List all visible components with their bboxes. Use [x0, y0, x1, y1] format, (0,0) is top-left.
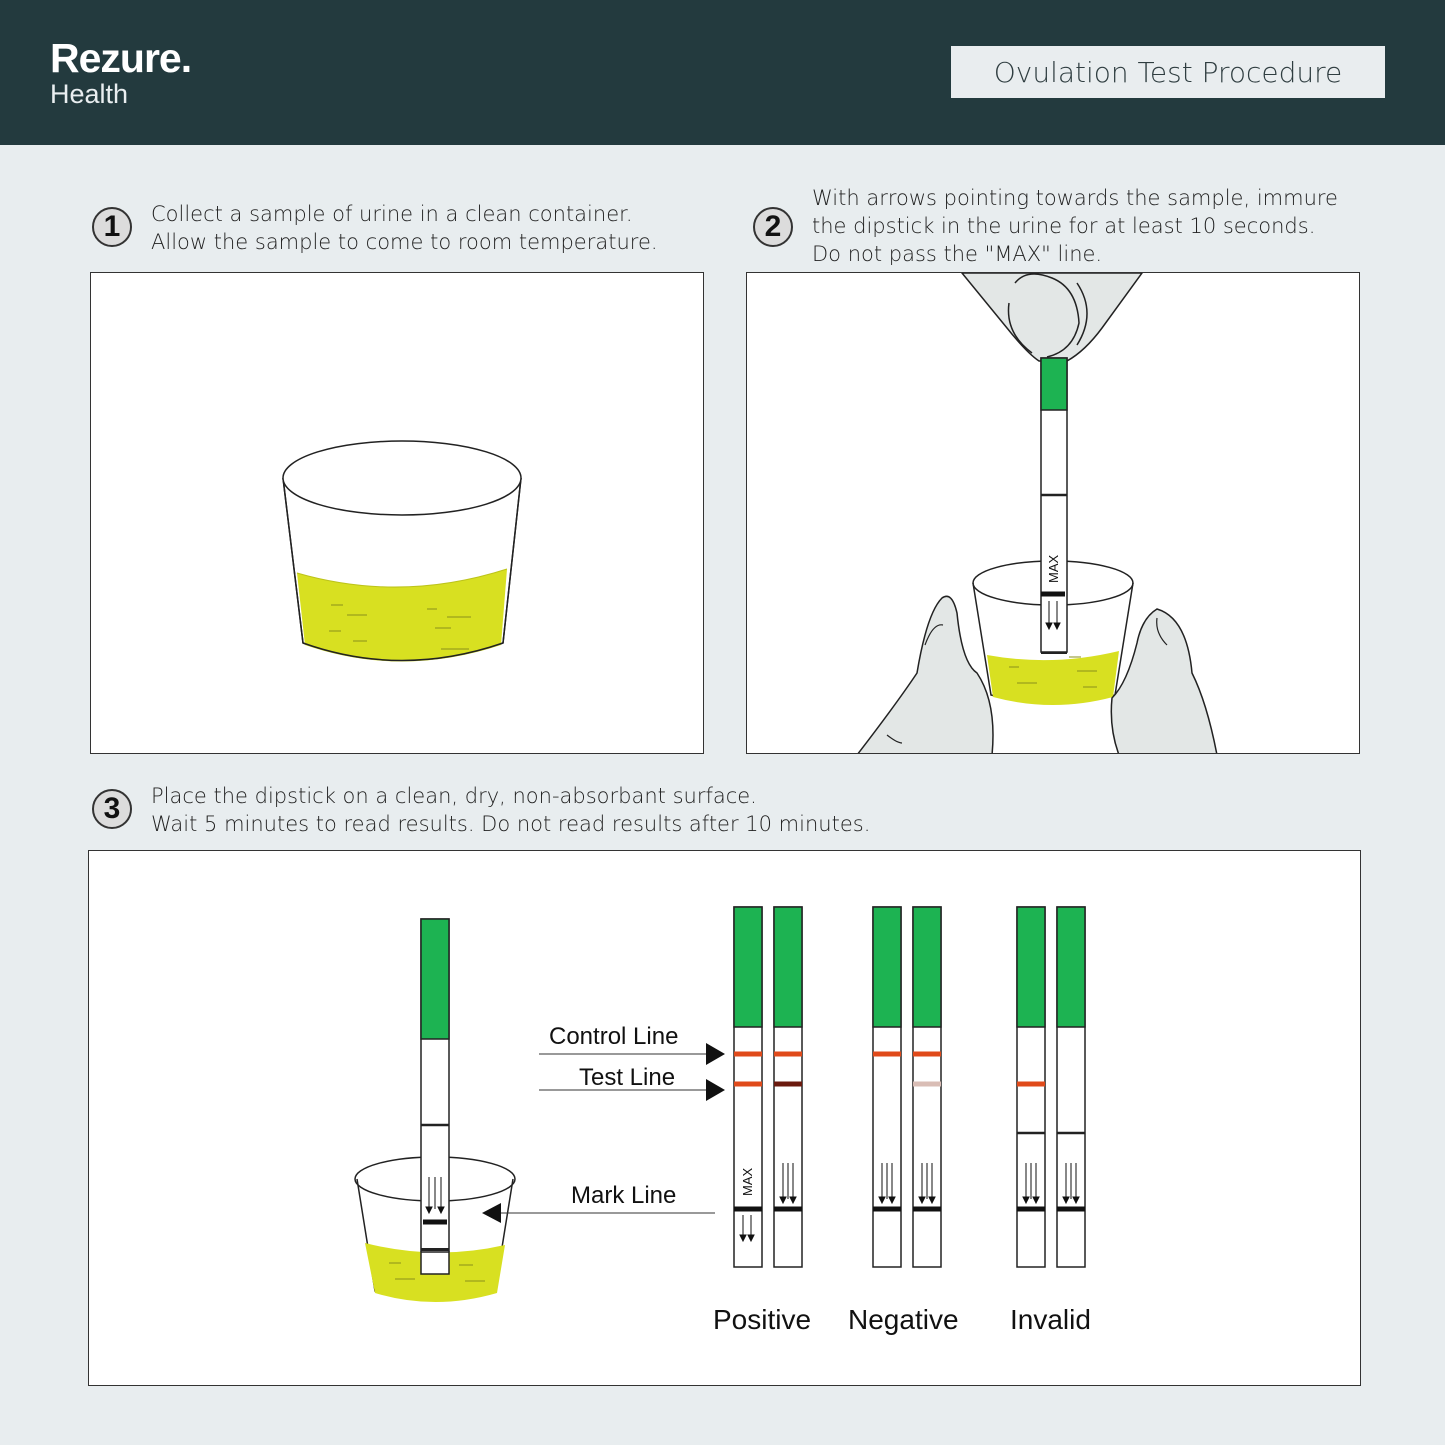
- strip-positive-2: [774, 907, 802, 1267]
- step-3-text: [151, 782, 870, 838]
- control-arrow: [706, 1043, 725, 1065]
- step-3-line-2: Wait 5 minutes to read results. Do not read results after 10 minutes.: [151, 812, 871, 836]
- brand-subtitle: Health: [50, 79, 129, 109]
- right-glove-hand: [1111, 609, 1217, 754]
- step-1-text: [151, 200, 658, 256]
- strip-positive-1: [734, 907, 762, 1267]
- panel-step-3: [88, 850, 1361, 1386]
- strip-invalid-1: [1017, 907, 1045, 1267]
- step-3-line-1: Place the dipstick on a clean, dry, non-absorbant surface.: [151, 784, 757, 808]
- test-arrow: [706, 1079, 725, 1101]
- panel-step-2: [746, 272, 1360, 754]
- step-3-badge: 3: [92, 789, 132, 829]
- strip-invalid-2: [1057, 907, 1085, 1267]
- strip-negative-1: [873, 907, 901, 1267]
- test-line-label: Test Line: [579, 1064, 676, 1091]
- urine-cup-illustration: [91, 273, 704, 754]
- step-2-line-3: Do not pass the "MAX" line.: [812, 242, 1103, 266]
- control-line-label: Control Line: [549, 1023, 679, 1050]
- step-2-badge: 2: [753, 207, 793, 247]
- result-invalid: Invalid: [1010, 1304, 1091, 1335]
- step-1-badge: 1: [92, 207, 132, 247]
- max-label: MAX: [740, 1167, 755, 1196]
- mark-line-label: Mark Line: [571, 1182, 677, 1209]
- top-glove-hand: [962, 273, 1142, 361]
- brand-logo: [50, 36, 191, 108]
- dipstick-green-end: [421, 919, 449, 1039]
- strip-negative-2: [913, 907, 941, 1267]
- dipstick-green-end: [1041, 358, 1067, 410]
- brand-name: Rezure.: [50, 35, 192, 81]
- step-2-text: [812, 184, 1338, 268]
- step-2-line-2: the dipstick in the urine for at least 10 seconds.: [812, 214, 1316, 238]
- result-positive: Positive: [713, 1304, 812, 1335]
- urine-fill: [987, 651, 1119, 705]
- step-1-line-1: Collect a sample of urine in a clean container.: [151, 202, 633, 226]
- dip-illustration: [747, 273, 1360, 754]
- mark-arrow: [482, 1203, 501, 1223]
- result-negative: Negative: [848, 1304, 959, 1335]
- step-1-line-2: Allow the sample to come to room temperature.: [151, 230, 658, 254]
- results-illustration: [89, 851, 1361, 1386]
- panel-step-1: [90, 272, 704, 754]
- page-title: Ovulation Test Procedure: [951, 46, 1385, 98]
- left-glove-hand: [857, 596, 993, 754]
- cup-rim: [283, 441, 521, 515]
- max-label: MAX: [1046, 554, 1061, 583]
- header-bar: [0, 0, 1445, 145]
- step-2-line-1: With arrows pointing towards the sample, immure: [812, 186, 1338, 210]
